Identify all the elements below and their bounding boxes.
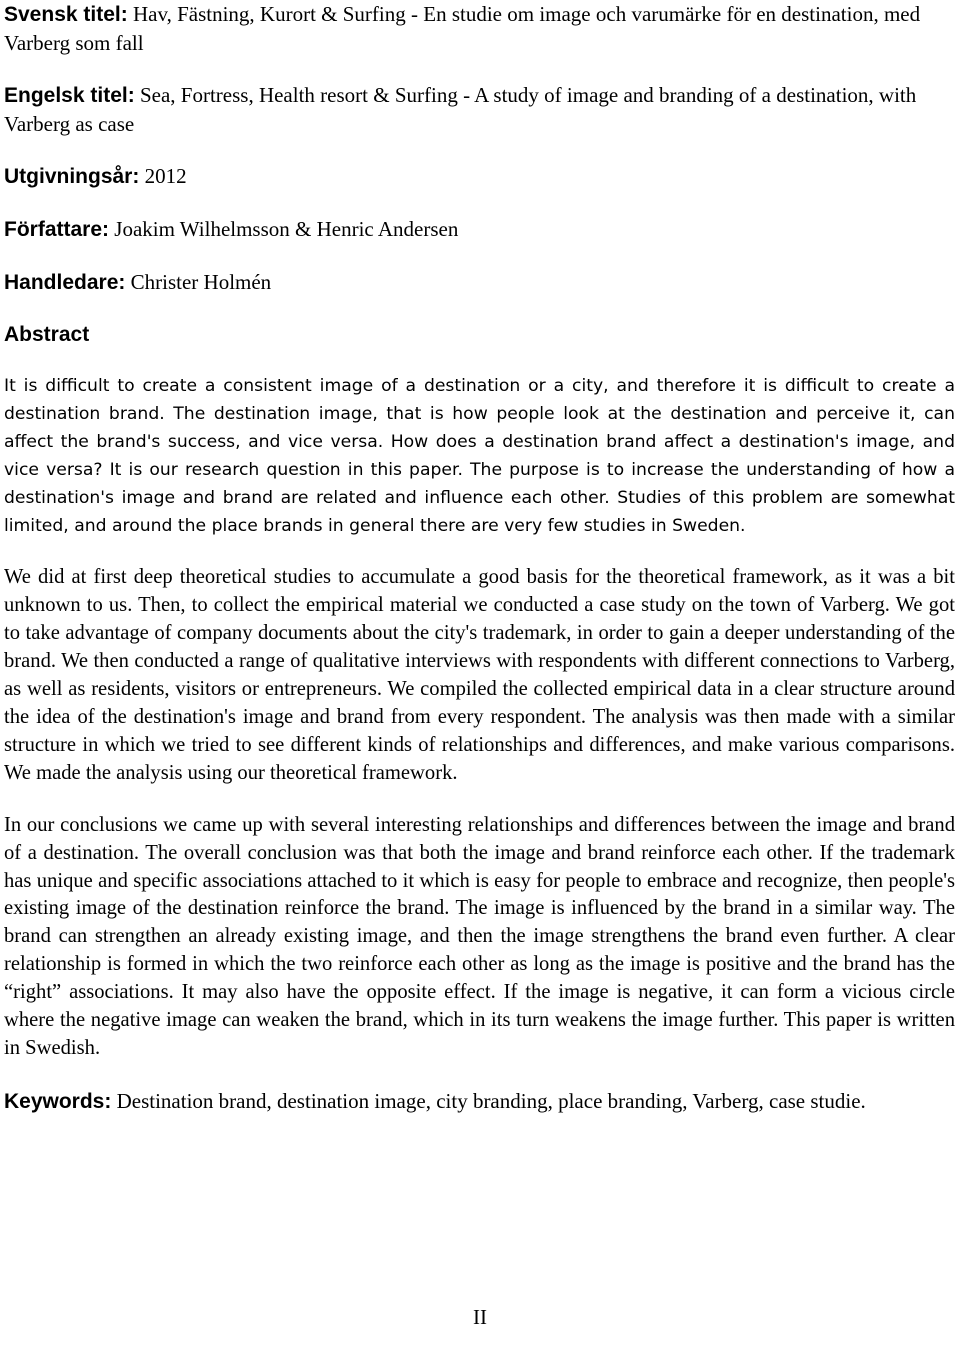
english-title — [4, 81, 955, 138]
authors-value: Joakim Wilhelmsson & Henric Andersen — [114, 217, 459, 241]
swedish-title-label: Svensk titel: — [4, 3, 128, 26]
page-number: II — [473, 1305, 487, 1329]
english-title-value: Sea, Fortress, Health resort & Surfing - A study of image and branding of a destination, with Varberg as case — [4, 83, 917, 136]
publication-year — [4, 162, 955, 191]
supervisor — [4, 268, 955, 297]
swedish-title — [4, 0, 955, 57]
abstract-heading: Abstract — [4, 323, 90, 346]
swedish-title-value: Hav, Fästning, Kurort & Surfing - En studie om image och varumärke för en destination, med Varberg som fall — [4, 2, 921, 55]
authors-label: Författare: — [4, 218, 110, 241]
publication-year-label: Utgivningsår: — [4, 165, 140, 188]
publication-year-value: 2012 — [144, 164, 187, 188]
keywords — [4, 1087, 955, 1116]
supervisor-label: Handledare: — [4, 271, 126, 294]
english-title-label: Engelsk titel: — [4, 84, 135, 107]
authors — [4, 215, 955, 244]
keywords-label: Keywords: — [4, 1089, 112, 1113]
supervisor-value: Christer Holmén — [130, 270, 272, 294]
document-page — [4, 0, 955, 1116]
abstract-paragraph-2: We did at first deep theoretical studies to accumulate a good basis for the theoretical framework, as it was a bit unknown to us. Then, to collect the empirical material we conducted a case study on the town of Varberg. We got to take advantage of company documents about the city's trademark, in order to gain a deeper understanding of the brand. We then conducted a range of qualitative interviews with respondents with different connections to Varberg, as well as residents, visitors or entrepreneurs. We compiled the collected empirical data in a clear structure around the idea of the destination's image and brand from every respondent. The analysis was then made with a similar structure in which we tried to see different kinds of relationships and differences, and make various comparisons. We made the analysis using our theoretical framework. — [4, 566, 955, 784]
abstract-paragraph-3: In our conclusions we came up with several interesting relationships and differences between the image and brand of a destination. The overall conclusion was that both the image and brand reinforce each other. If the trademark has unique and specific associations attached to it which is easy for people to embrace and recognize, then people's existing image of the destination reinforce the brand. The image is influenced by the brand in a similar way. The brand can strengthen an already existing image, and then the image strengthens the brand even further. A clear relationship is formed in which the two reinforce each other as long as the image is positive and the brand has the “right” associations. It may also have the opposite effect. If the image is negative, it can form a vicious circle where the negative image can weaken the brand, which in its turn weakens the image further. This paper is written in Swedish. — [4, 813, 955, 1059]
keywords-value: Destination brand, destination image, city branding, place branding, Varberg, case studie. — [116, 1088, 866, 1113]
abstract-paragraph-1: It is difficult to create a consistent image of a destination or a city, and therefore it is difficult to create a destination brand. The destination image, that is how people look at the destination and perceive it, can affect the brand's success, and vice versa. How does a destination brand affect a destination's image, and vice versa? It is our research question in this paper. The purpose is to increase the understanding of how a destination's image and brand are related and influence each other. Studies of this problem are somewhat limited, and around the place brands in general there are very few studies in Sweden. — [4, 376, 955, 536]
